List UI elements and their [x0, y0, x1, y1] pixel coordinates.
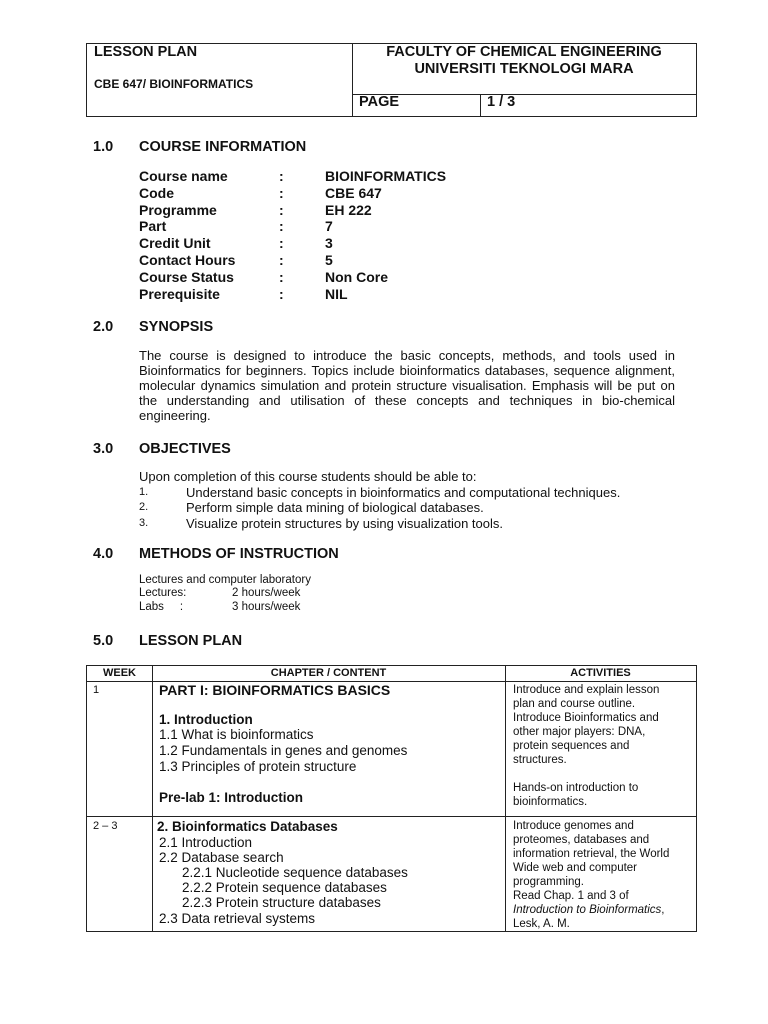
section-number: 2.0 — [93, 319, 114, 335]
lectures-label: Lectures: — [139, 587, 187, 599]
activity-line: Introduce and explain lesson — [513, 684, 660, 696]
page-number: 1 / 3 — [487, 94, 516, 110]
doc-type: LESSON PLAN — [94, 44, 198, 60]
info-value: Non Core — [325, 269, 388, 285]
info-sep: : — [279, 168, 284, 184]
info-key: Course name — [139, 168, 228, 184]
info-value: 3 — [325, 235, 333, 251]
activity-line: Introduce Bioinformatics and — [513, 712, 659, 724]
info-value: EH 222 — [325, 202, 372, 218]
chapter-title: 1. Introduction — [159, 712, 253, 727]
activity-line: Read Chap. 1 and 3 of — [513, 890, 629, 902]
header-divider — [352, 94, 696, 95]
labs-value: 3 hours/week — [232, 601, 301, 613]
content-item: 2.2 Database search — [159, 850, 284, 865]
section-number: 5.0 — [93, 633, 114, 649]
header-box — [86, 43, 697, 117]
objectives-intro: Upon completion of this course students should be able to: — [139, 469, 477, 484]
chapter-title: 2. Bioinformatics Databases — [157, 819, 338, 834]
info-sep: : — [279, 252, 284, 268]
content-item: 1.2 Fundamentals in genes and genomes — [159, 743, 408, 758]
section-title: COURSE INFORMATION — [139, 139, 307, 155]
info-sep: : — [279, 235, 284, 251]
info-sep: : — [279, 269, 284, 285]
faculty-name: FACULTY OF CHEMICAL ENGINEERING — [386, 44, 662, 60]
activity-line: bioinformatics. — [513, 796, 588, 808]
objective-text: Understand basic concepts in bioinformatics and computational techniques. — [186, 485, 621, 500]
section-number: 1.0 — [93, 139, 114, 155]
info-value: CBE 647 — [325, 185, 382, 201]
activity-line: Lesk, A. M. — [513, 918, 570, 930]
week-cell: 2 – 3 — [93, 820, 118, 832]
info-key: Part — [139, 218, 167, 234]
objective-item — [139, 485, 699, 501]
info-sep: : — [279, 185, 284, 201]
info-value: 5 — [325, 252, 333, 268]
activity-line: Introduce genomes and — [513, 820, 634, 832]
info-key: Course Status — [139, 269, 234, 285]
section-title: LESSON PLAN — [139, 633, 243, 649]
section-title: SYNOPSIS — [139, 319, 214, 335]
activity-line: information retrieval, the World — [513, 848, 670, 860]
column-header: ACTIVITIES — [570, 667, 631, 679]
content-item: 2.1 Introduction — [159, 835, 253, 850]
info-key: Contact Hours — [139, 252, 236, 268]
activity-line: other major players: DNA, — [513, 726, 646, 738]
objective-number: 2. — [139, 501, 149, 513]
lectures-value: 2 hours/week — [232, 587, 301, 599]
section-number: 4.0 — [93, 546, 114, 562]
course-code-header: CBE 647/ BIOINFORMATICS — [94, 77, 254, 91]
objective-number: 3. — [139, 517, 149, 529]
activity-line: structures. — [513, 754, 567, 766]
info-key: Programme — [139, 202, 217, 218]
info-sep: : — [279, 218, 284, 234]
activity-line: Hands-on introduction to — [513, 782, 639, 794]
content-item: 2.3 Data retrieval systems — [159, 911, 316, 926]
university-name: UNIVERSITI TEKNOLOGI MARA — [414, 61, 634, 77]
activity-line: Wide web and computer — [513, 862, 638, 874]
info-sep: : — [279, 202, 284, 218]
info-value: BIOINFORMATICS — [325, 168, 447, 184]
methods-line: Lectures and computer laboratory — [139, 574, 311, 586]
content-item: 1.1 What is bioinformatics — [159, 727, 314, 742]
info-key: Code — [139, 185, 174, 201]
column-header: CHAPTER / CONTENT — [270, 667, 387, 679]
column-divider — [152, 666, 153, 931]
row-divider — [87, 816, 696, 817]
info-key: Prerequisite — [139, 286, 220, 302]
synopsis-text: The course is designed to introduce the basic concepts, methods, and tools used in Bioinformatics for beginners. Topics include bioinformatics databases, sequence alignment, molecular dynamics simulation and protein structure visualisation. Emphasis will be put on the understanding and utilisation of these concepts and techniques in bio-chemical engineering. — [139, 348, 675, 423]
activity-line: proteomes, databases and — [513, 834, 650, 846]
objective-text: Visualize protein structures by using visualization tools. — [186, 516, 503, 531]
labs-label: Labs : — [139, 601, 184, 613]
section-title: OBJECTIVES — [139, 441, 231, 457]
info-value: NIL — [325, 286, 348, 302]
objective-item — [139, 500, 699, 516]
content-subitem: 2.2.1 Nucleotide sequence databases — [182, 865, 408, 880]
info-sep: : — [279, 286, 284, 302]
activity-line — [513, 903, 689, 917]
page-label: PAGE — [359, 94, 400, 110]
objective-text: Perform simple data mining of biological databases. — [186, 500, 484, 515]
section-number: 3.0 — [93, 441, 114, 457]
activity-line: programming. — [513, 876, 584, 888]
objective-item — [139, 516, 699, 532]
content-item: 1.3 Principles of protein structure — [159, 759, 357, 774]
activity-line: protein sequences and — [513, 740, 630, 752]
lesson-table — [86, 665, 697, 932]
content-subitem: 2.2.3 Protein structure databases — [182, 895, 381, 910]
book-title: Introduction to Bioinformatics — [513, 904, 662, 916]
objective-number: 1. — [139, 486, 149, 498]
week-cell: 1 — [93, 684, 100, 696]
column-header: WEEK — [103, 667, 136, 679]
prelab-title: Pre-lab 1: Introduction — [159, 790, 304, 805]
info-value: 7 — [325, 218, 333, 234]
header-divider — [480, 94, 481, 116]
activity-line: plan and course outline. — [513, 698, 636, 710]
content-subitem: 2.2.2 Protein sequence databases — [182, 880, 387, 895]
info-key: Credit Unit — [139, 235, 211, 251]
part-title: PART I: BIOINFORMATICS BASICS — [159, 682, 391, 698]
section-title: METHODS OF INSTRUCTION — [139, 546, 339, 562]
punctuation: , — [661, 904, 665, 916]
